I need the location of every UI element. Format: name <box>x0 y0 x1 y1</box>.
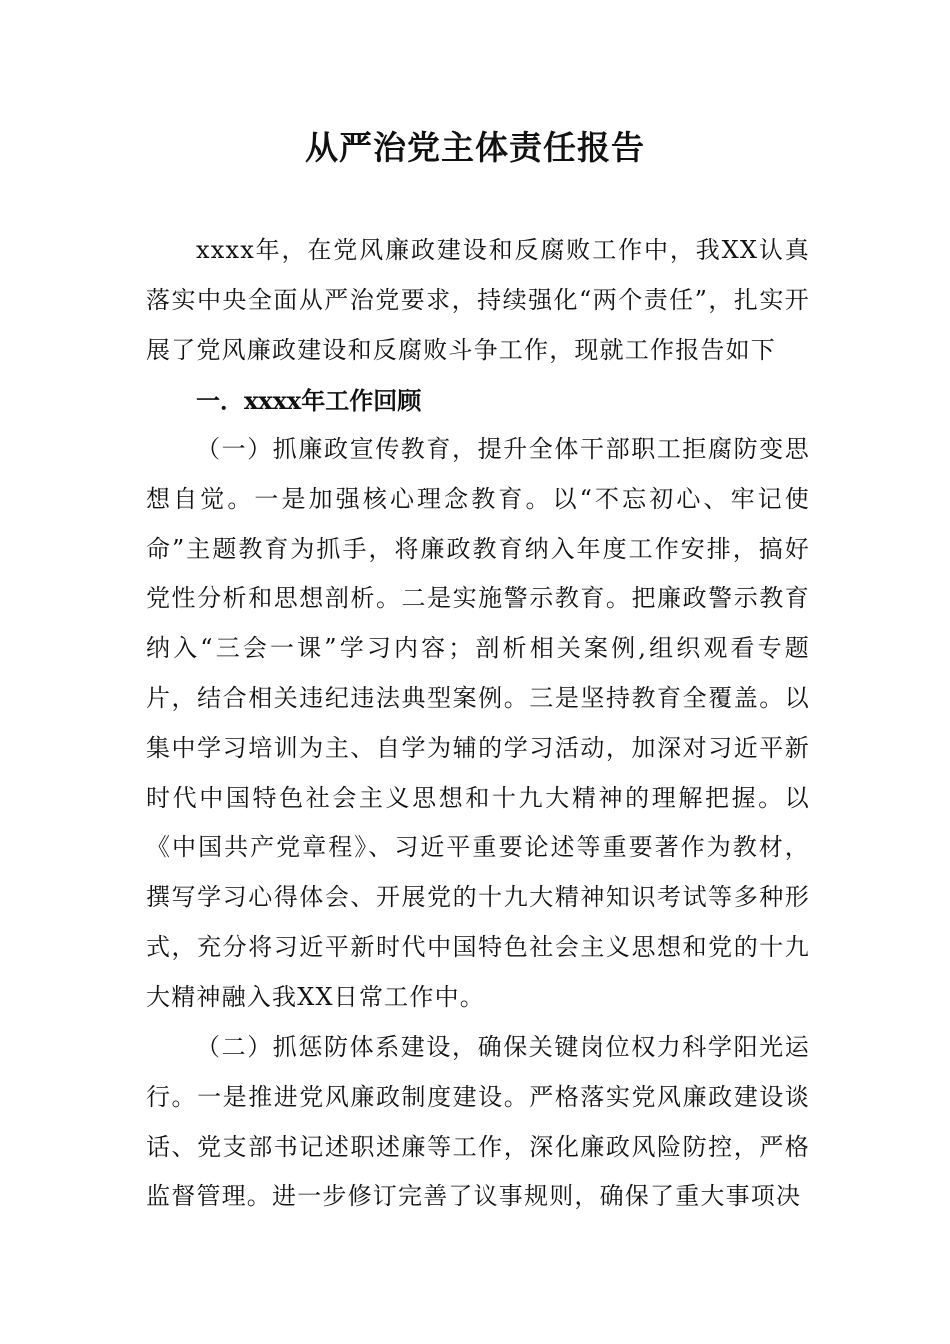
intro-paragraph: xxxx年，在党风廉政建设和反腐败工作中，我XX认真落实中央全面从严治党要求，持续强化“两个责任”，扎实开展了党风廉政建设和反腐败斗争工作，现就工作报告如下 <box>146 236 810 364</box>
paragraph-education: （一）抓廉政宣传教育，提升全体干部职工拒腐防变思想自觉。一是加强核心理念教育。以“不忘初心、牢记使命”主题教育为抓手，将廉政教育纳入年度工作安排，搞好党性分析和思想剖析。二是实施警示教育。把廉政警示教育纳入“三会一课”学习内容；剖析相关案例,组织观看专题片，结合相关违纪违法典型案例。三是坚持教育全覆盖。以集中学习培训为主、自学为辅的学习活动，加深对习近平新时代中国特色社会主义思想和十九大精神的理解把握。以《中国共产党章程》、习近平重要论述等重要著作为教材，撰写学习心得体会、开展党的十九大精神知识考试等多种形式，充分将习近平新时代中国特色社会主义思想和党的十九大精神融入我XX日常工作中。 <box>146 435 810 1011</box>
section-heading: 一．xxxx年工作回顾 <box>196 386 422 415</box>
document-title: 从严治党主体责任报告 <box>305 128 645 167</box>
paragraph-prevention-system: （二）抓惩防体系建设，确保关键岗位权力科学阳光运行。一是推进党风廉政制度建设。严格落实党风廉政建设谈话、党支部书记述职述廉等工作，深化廉政风险防控，严格监督管理。进一步修订完善了议事规则，确保了重大事项决 <box>146 1033 810 1211</box>
